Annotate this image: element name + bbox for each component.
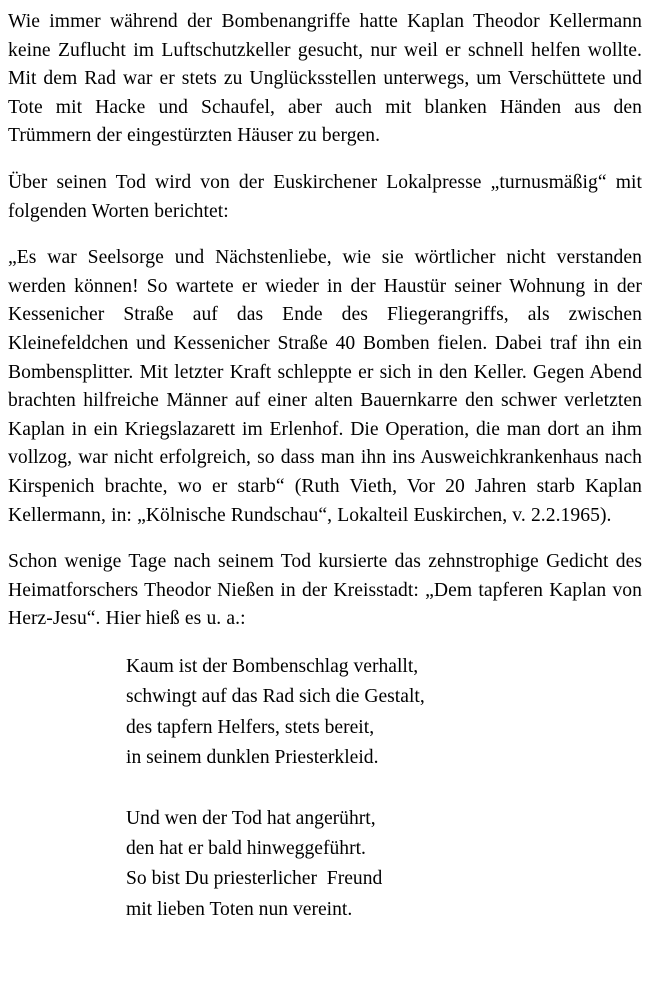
poem-block <box>8 652 642 925</box>
poem-line: den hat er bald hinweggeführt. <box>126 837 366 859</box>
poem-line: in seinem dunklen Priesterkleid. <box>126 747 379 769</box>
poem-line: Kaum ist der Bombenschlag verhallt, <box>126 655 419 677</box>
poem-stanza-1 <box>126 652 642 774</box>
paragraph-3-quote: „Es war Seelsorge und Nächstenliebe, wie sie wörtlicher nicht verstanden werden können! So wartete er wieder in der Haustür seiner Wohnung in der Kessenicher Straße auf das Ende des Fliegerangriffs, als zwischen Kleinefeldchen und Kessenicher Straße 40 Bomben fielen. Dabei traf ihn ein Bombensplitter. Mit letzter Kraft schleppte er sich in den Keller. Gegen Abend brachten hilfreiche Männer auf einer alten Bauernkarre den schwer verletzten Kaplan in ein Kriegslazarett im Erlenhof. Die Operation, die man dort an ihm vollzog, war nicht erfolgreich, so dass man ihn ins Ausweichkrankenhaus nach Kirspenich brachte, wo er starb“ (Ruth Vieth, Vor 20 Jahren starb Kaplan Kellermann, in: „Kölnische Rundschau“, Lokalteil Euskirchen, v. 2.2.1965). <box>8 247 642 526</box>
poem-stanza-2 <box>126 804 642 926</box>
paragraph-4: Schon wenige Tage nach seinem Tod kursierte das zehnstrophige Gedicht des Heimatforschers Theodor Nießen in der Kreisstadt: „Dem tapferen Kaplan von Herz-Jesu“. Hier hieß es u. a.: <box>8 551 642 630</box>
paragraph-1: Wie immer während der Bombenangriffe hatte Kaplan Theodor Kellermann keine Zuflucht im Luftschutzkeller gesucht, nur weil er schnell helfen wollte. Mit dem Rad war er stets zu Unglücksstellen unterwegs, um Verschüttete und Tote mit Hacke und Schaufel, aber auch mit blanken Händen aus den Trümmern der eingestürzten Häuser zu bergen. <box>8 11 642 147</box>
poem-line: des tapfern Helfers, stets bereit, <box>126 716 375 738</box>
poem-line: So bist Du priesterlicher Freund <box>126 868 383 890</box>
poem-line: schwingt auf das Rad sich die Gestalt, <box>126 686 425 708</box>
poem-line: mit lieben Toten nun vereint. <box>126 898 353 920</box>
poem-line: Und wen der Tod hat angerührt, <box>126 807 376 829</box>
paragraph-2: Über seinen Tod wird von der Euskirchener Lokalpresse „turnusmäßig“ mit folgenden Worten berichtet: <box>8 171 642 222</box>
